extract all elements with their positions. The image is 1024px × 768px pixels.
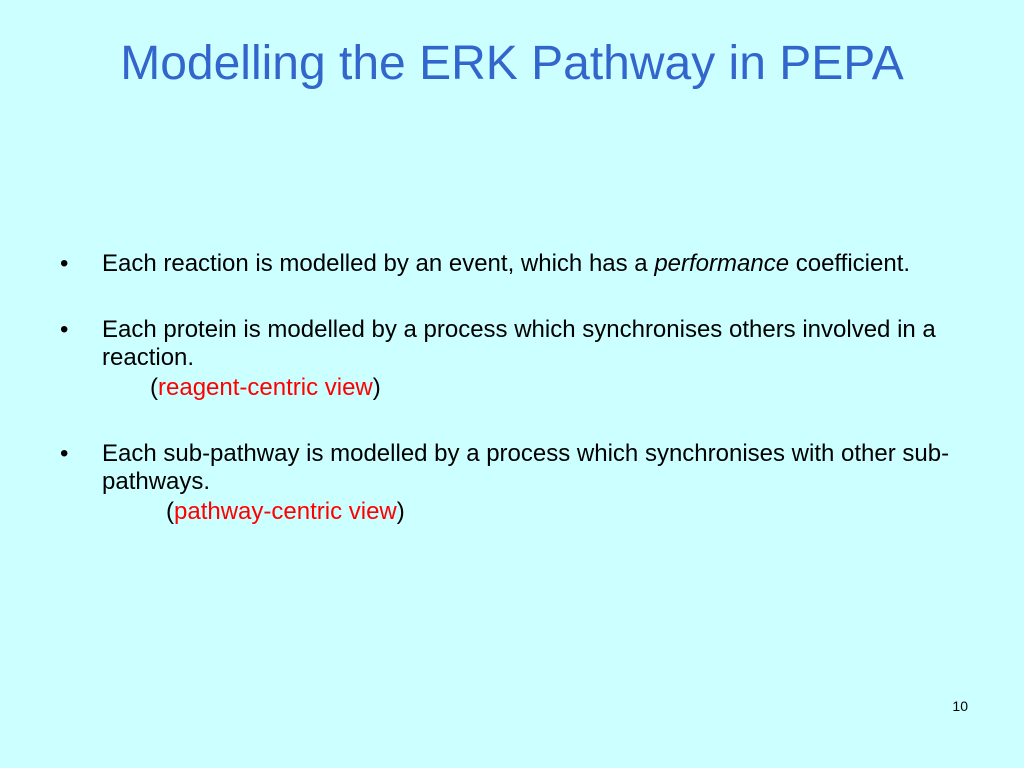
bullet-text-end: coefficient. — [789, 250, 911, 277]
subnote-open-paren: ( — [150, 374, 158, 401]
bullet-item-proteins — [60, 316, 960, 402]
bullet-emphasis: performance — [654, 250, 790, 277]
bullet-marker: • — [60, 440, 69, 467]
bullet-subnote — [102, 498, 960, 526]
subnote-highlight: reagent-centric view — [158, 374, 373, 401]
subnote-highlight: pathway-centric view — [174, 498, 397, 525]
bullet-item-events — [60, 250, 960, 278]
bullet-text: Each protein is modelled by a process which synchronises others involved in a reaction. — [102, 316, 936, 371]
subnote-close-paren: ) — [396, 498, 405, 525]
bullet-marker: • — [60, 316, 69, 343]
bullet-marker: • — [60, 250, 69, 277]
bullet-list — [60, 250, 960, 526]
bullet-text: Each reaction is modelled by an event, which has a — [102, 250, 655, 277]
slide-title: Modelling the ERK Pathway in PEPA — [120, 37, 904, 90]
bullet-item-subpathways — [60, 440, 960, 526]
subnote-open-paren: ( — [166, 498, 174, 525]
subnote-close-paren: ) — [372, 374, 381, 401]
bullet-text: Each sub-pathway is modelled by a process which synchronises with other sub-pathways. — [102, 440, 950, 495]
bullet-subnote — [102, 374, 960, 402]
page-number: 10 — [952, 698, 968, 714]
